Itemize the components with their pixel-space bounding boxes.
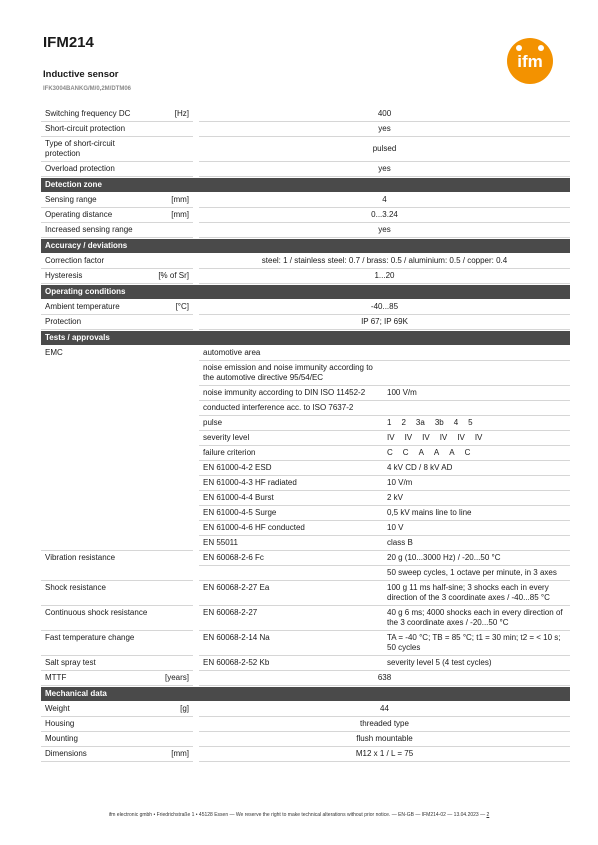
temp-change-label: Fast temperature change xyxy=(41,631,193,656)
spec-row xyxy=(41,717,570,732)
spec-value: yes xyxy=(199,122,570,137)
emc-row xyxy=(199,461,570,476)
continuous-shock-row xyxy=(199,606,570,631)
emc-test: EN 55011 xyxy=(203,538,238,547)
spec-value: 44 xyxy=(199,702,570,717)
spec-value: yes xyxy=(199,162,570,177)
failure-value: C xyxy=(387,448,393,457)
severity-value: IV xyxy=(404,433,413,442)
failure-row xyxy=(199,446,570,461)
emc-value: 4 kV CD / 8 kV AD xyxy=(387,463,453,472)
test-value: severity level 5 (4 test cycles) xyxy=(387,658,492,667)
continuous-shock-label: Continuous shock resistance xyxy=(41,606,193,631)
spec-value: 638 xyxy=(199,671,570,686)
spec-value: M12 x 1 / L = 75 xyxy=(199,747,570,762)
page-footer xyxy=(0,812,598,818)
spec-row xyxy=(41,162,570,177)
spec-value: 400 xyxy=(199,107,570,122)
spec-unit: [mm] xyxy=(171,749,189,758)
spec-row xyxy=(41,137,570,162)
emc-value: 100 V/m xyxy=(387,388,417,397)
emc-row xyxy=(199,346,570,361)
spec-value: -40...85 xyxy=(199,300,570,315)
test-value: 50 sweep cycles, 1 octave per minute, in 3 axes xyxy=(387,568,557,577)
spec-value: threaded type xyxy=(199,717,570,732)
spec-row xyxy=(41,193,570,208)
spec-label: Weight xyxy=(45,704,70,713)
spec-row xyxy=(41,122,570,137)
emc-block xyxy=(41,346,570,551)
spec-unit: [mm] xyxy=(171,210,189,219)
pulse-value: 3a xyxy=(415,418,425,427)
test-standard: EN 60068-2-27 xyxy=(203,608,258,617)
section-detection-zone: Detection zone xyxy=(41,178,570,192)
emc-value: 2 kV xyxy=(387,493,404,502)
failure-value: A xyxy=(433,448,440,457)
spec-label: Sensing range xyxy=(45,195,97,204)
severity-value: IV xyxy=(387,433,395,442)
shock-label: Shock resistance xyxy=(41,581,193,606)
emc-test: pulse xyxy=(203,418,223,427)
spec-row xyxy=(41,254,570,269)
spec-unit: [years] xyxy=(164,673,189,682)
ifm-logo xyxy=(507,38,553,84)
spec-label: Hysteresis xyxy=(45,271,83,280)
emc-row xyxy=(199,521,570,536)
pulse-value: 1 xyxy=(387,418,392,427)
failure-value: A xyxy=(418,448,424,457)
emc-row xyxy=(199,536,570,551)
spec-row xyxy=(41,732,570,747)
severity-value: IV xyxy=(474,433,483,442)
failure-value: C xyxy=(464,448,471,457)
failure-value: C xyxy=(402,448,409,457)
emc-test: EN 61000-4-6 HF conducted xyxy=(203,523,305,532)
salt-spray-row xyxy=(199,656,570,671)
spec-row xyxy=(41,107,570,122)
failure-value: A xyxy=(449,448,455,457)
product-subtitle: Inductive sensor xyxy=(43,69,119,80)
test-value: TA = -40 °C; TB = 85 °C; t1 = 30 min; t2 = < 10 s; 50 cycles xyxy=(387,633,561,652)
emc-row xyxy=(199,476,570,491)
spec-unit: [°C] xyxy=(175,302,189,311)
pulse-value: 4 xyxy=(453,418,459,427)
emc-value: class B xyxy=(387,538,413,547)
section-operating-conditions: Operating conditions xyxy=(41,285,570,299)
temp-change-block xyxy=(41,631,570,656)
spec-row xyxy=(41,223,570,238)
datasheet xyxy=(41,107,570,762)
spec-value: 1...20 xyxy=(199,269,570,284)
pulse-value: 5 xyxy=(468,418,473,427)
spec-unit: [g] xyxy=(180,704,189,713)
spec-value: flush mountable xyxy=(199,732,570,747)
spec-value: 0...3.24 xyxy=(199,208,570,223)
spec-label: Switching frequency DC xyxy=(45,109,131,118)
svg-text:ifm: ifm xyxy=(517,52,543,71)
spec-label: Increased sensing range xyxy=(45,225,133,234)
shock-row xyxy=(199,581,570,606)
spec-value: yes xyxy=(199,223,570,238)
spec-label: Housing xyxy=(45,719,75,728)
emc-value xyxy=(384,401,570,415)
spec-value: steel: 1 / stainless steel: 0.7 / brass: 0.5 / aluminium: 0.5 / copper: 0.4 xyxy=(199,254,570,269)
emc-test: noise immunity according to DIN ISO 11452-2 xyxy=(203,388,366,397)
vibration-block xyxy=(41,551,570,581)
emc-row xyxy=(199,401,570,416)
temp-change-row xyxy=(199,631,570,656)
page-number-link[interactable]: 2 xyxy=(486,812,490,818)
emc-test: automotive area xyxy=(203,348,261,357)
emc-test: EN 61000-4-3 HF radiated xyxy=(203,478,297,487)
vibration-label: Vibration resistance xyxy=(41,551,193,581)
test-standard: EN 60068-2-52 Kb xyxy=(203,658,270,667)
emc-value xyxy=(384,361,570,385)
spec-label: Protection xyxy=(45,317,82,326)
section-accuracy: Accuracy / deviations xyxy=(41,239,570,253)
salt-spray-block xyxy=(41,656,570,671)
product-title: IFM214 xyxy=(43,34,94,51)
article-code: IFK3004BANKG/M/0,2M/DTM06 xyxy=(43,86,132,92)
emc-value: 10 V/m xyxy=(387,478,413,487)
severity-value: IV xyxy=(457,433,465,442)
emc-value: 10 V xyxy=(387,523,404,532)
spec-label: Operating distance xyxy=(45,210,113,219)
spec-unit: [mm] xyxy=(171,195,189,204)
emc-value xyxy=(384,346,570,360)
footer-text: ifm electronic gmbh • Friedrichstraße 1 • 45128 Essen — We reserve the right to make technical alterations without prior notice. — EN-GB — IFM214-02 — 13.04.2023 — xyxy=(108,812,486,818)
spec-unit: [% of Sr] xyxy=(158,271,189,280)
spec-label: Correction factor xyxy=(45,256,105,265)
emc-test: conducted interference acc. to ISO 7637-2 xyxy=(203,403,354,412)
spec-row xyxy=(41,315,570,330)
spec-value: IP 67; IP 69K xyxy=(199,315,570,330)
vibration-row xyxy=(199,566,570,581)
spec-value: pulsed xyxy=(199,137,570,162)
spec-row xyxy=(41,208,570,223)
spec-label: Type of short-circuit protection xyxy=(45,139,115,158)
spec-row xyxy=(41,702,570,717)
spec-label: Dimensions xyxy=(45,749,87,758)
emc-label: EMC xyxy=(41,346,193,551)
emc-test: EN 61000-4-2 ESD xyxy=(203,463,272,472)
vibration-row xyxy=(199,551,570,566)
shock-block xyxy=(41,581,570,606)
spec-row xyxy=(41,671,570,686)
severity-value: IV xyxy=(422,433,430,442)
test-standard: EN 60068-2-27 Ea xyxy=(203,583,270,592)
spec-label: Short-circuit protection xyxy=(45,124,126,133)
emc-test: EN 61000-4-4 Burst xyxy=(203,493,274,502)
test-value: 40 g 6 ms; 4000 shocks each in every direction of the 3 coordinate axes / -20...50 °C xyxy=(387,608,563,627)
emc-row xyxy=(199,386,570,401)
spec-label: Overload protection xyxy=(45,164,115,173)
continuous-shock-block xyxy=(41,606,570,631)
spec-unit: [Hz] xyxy=(174,109,189,118)
test-standard: EN 60068-2-6 Fc xyxy=(203,553,264,562)
emc-row xyxy=(199,491,570,506)
emc-test: failure criterion xyxy=(203,448,256,457)
severity-value: IV xyxy=(439,433,448,442)
section-mechanical-data: Mechanical data xyxy=(41,687,570,701)
emc-test: EN 61000-4-5 Surge xyxy=(203,508,277,517)
severity-row xyxy=(199,431,570,446)
spec-label: Ambient temperature xyxy=(45,302,120,311)
emc-row xyxy=(199,361,570,386)
spec-row xyxy=(41,300,570,315)
spec-row xyxy=(41,269,570,284)
spec-label: Mounting xyxy=(45,734,78,743)
spec-label: MTTF xyxy=(45,673,67,682)
test-standard xyxy=(199,566,384,580)
spec-row xyxy=(41,747,570,762)
spec-value: 4 xyxy=(199,193,570,208)
emc-test: severity level xyxy=(203,433,250,442)
salt-spray-label: Salt spray test xyxy=(41,656,193,671)
test-value: 20 g (10...3000 Hz) / -20...50 °C xyxy=(387,553,501,562)
section-tests-approvals: Tests / approvals xyxy=(41,331,570,345)
pulse-value: 2 xyxy=(401,418,406,427)
emc-test: noise emission and noise immunity according to the automotive directive 95/54/EC xyxy=(203,363,373,382)
pulse-value: 3b xyxy=(434,418,444,427)
test-standard: EN 60068-2-14 Na xyxy=(203,633,270,642)
test-value: 100 g 11 ms half-sine; 3 shocks each in every direction of the 3 coordinate axes / -40...85 °C xyxy=(387,583,550,602)
emc-row xyxy=(199,506,570,521)
pulse-row xyxy=(199,416,570,431)
emc-value: 0,5 kV mains line to line xyxy=(387,508,472,517)
